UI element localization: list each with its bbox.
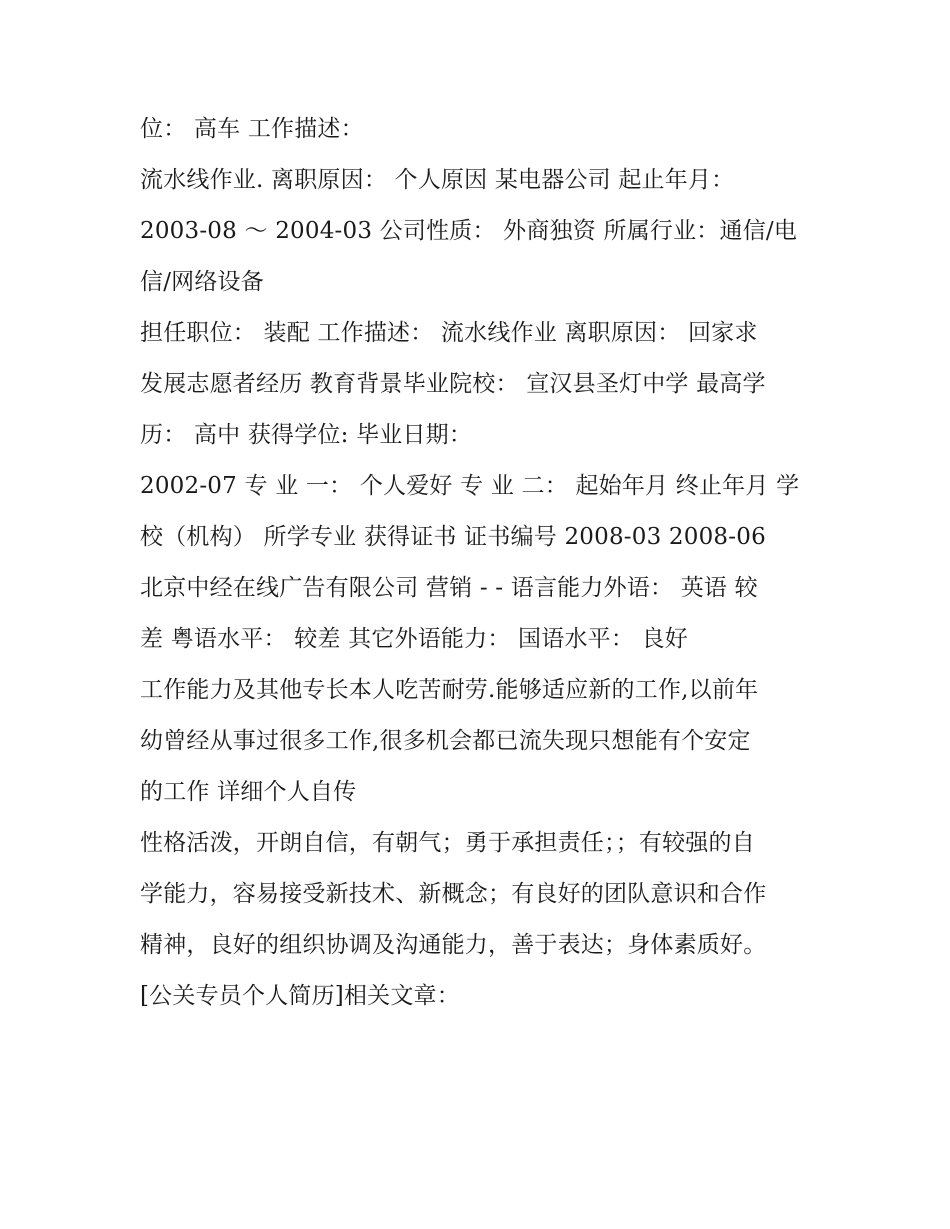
text-line: 2003-08 ～ 2004-03 公司性质： 外商独资 所属行业：通信/电 bbox=[140, 218, 798, 244]
text-line: 性格活泼，开朗自信，有朝气；勇于承担责任；；有较强的自 bbox=[140, 830, 755, 856]
text-line: 信/网络设备 bbox=[140, 269, 264, 295]
text-line: 2002-07 专 业 一： 个人爱好 专 业 二： 起始年月 终止年月 学 bbox=[140, 473, 800, 499]
text-line: 历： 高中 获得学位: 毕业日期： bbox=[140, 422, 473, 448]
text-line: 校（机构） 所学专业 获得证书 证书编号 2008-03 2008-06 bbox=[140, 524, 766, 550]
text-line: 精神，良好的组织协调及沟通能力，善于表达；身体素质好。 bbox=[140, 932, 767, 958]
text-line: 幼曾经从事过很多工作,很多机会都已流失现只想能有个安定 bbox=[140, 728, 751, 754]
text-line: 位： 高车 工作描述： bbox=[140, 116, 364, 142]
text-line: 担任职位： 装配 工作描述： 流水线作业 离职原因： 回家求 bbox=[140, 320, 758, 346]
text-line: 差 粤语水平： 较差 其它外语能力： 国语水平： 良好 bbox=[140, 626, 688, 652]
text-line: 的工作 详细个人自传 bbox=[140, 779, 357, 805]
text-line: 工作能力及其他专长本人吃苦耐劳.能够适应新的工作,以前年 bbox=[140, 677, 759, 703]
text-line: 流水线作业. 离职原因： 个人原因 某电器公司 起止年月： bbox=[140, 167, 735, 193]
text-line: 学能力，容易接受新技术、新概念；有良好的团队意识和合作 bbox=[140, 881, 767, 907]
text-line: 发展志愿者经历 教育背景毕业院校： 宣汉县圣灯中学 最高学 bbox=[140, 371, 766, 397]
text-line: 北京中经在线广告有限公司 营销 - - 语言能力外语： 英语 较 bbox=[140, 575, 758, 601]
document-body bbox=[140, 104, 820, 1022]
related-articles-heading: [公关专员个人简历]相关文章： bbox=[140, 983, 460, 1009]
